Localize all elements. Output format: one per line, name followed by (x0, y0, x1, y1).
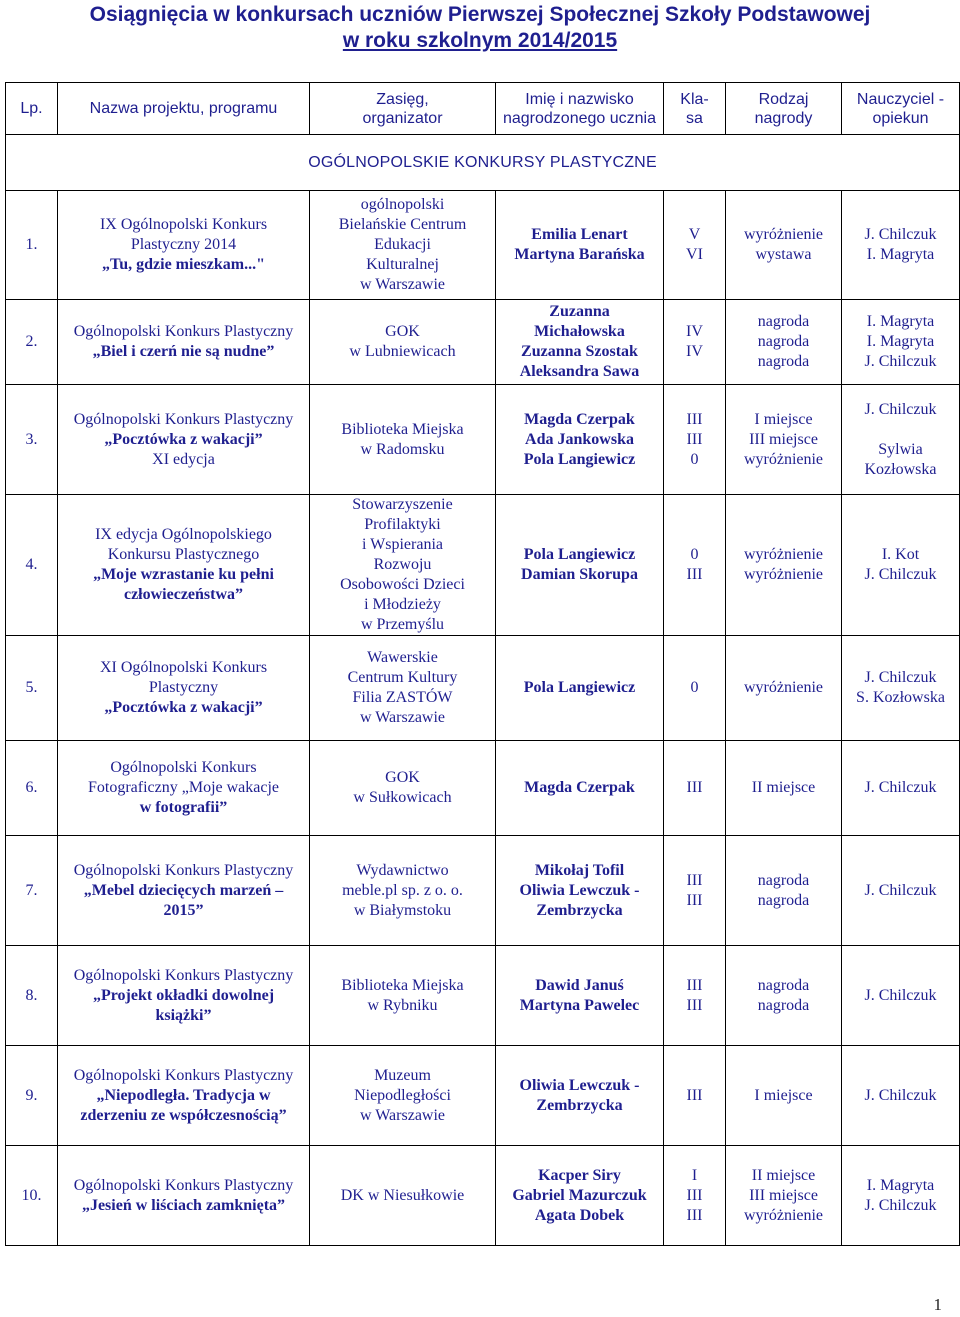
scope-organizer (310, 836, 496, 946)
students-line: Pola Langiewicz (523, 450, 636, 468)
students-line: Agata Dobek (534, 1206, 625, 1224)
awards-line: wyróżnienie (743, 566, 824, 583)
classes-line: V (688, 226, 701, 243)
project-line: „Biel i czerń nie są nudne” (92, 343, 275, 360)
table-row (6, 300, 960, 385)
classes-line: III (686, 410, 703, 428)
classes-line: III (686, 976, 703, 994)
awards-line: wyróżnienie (743, 546, 824, 563)
award-type (726, 636, 842, 741)
awards-line: III miejsce (749, 430, 818, 448)
scope-line: DK w Niesułkowie (340, 1186, 465, 1204)
classes-line: III (686, 996, 703, 1014)
students-line: Zembrzycka (536, 1096, 623, 1114)
awards-line: I miejsce (754, 410, 813, 428)
title-line-2: w roku szkolnym 2014/2015 (342, 29, 618, 52)
project-line: IX Ogólnopolski Konkurs (99, 216, 268, 233)
teacher-supervisor (842, 1146, 960, 1246)
row-number: 1. (6, 191, 58, 300)
teachers-line: I. Magryta (866, 246, 935, 263)
students-line: Pola Langiewicz (523, 679, 636, 696)
row-number: 4. (6, 495, 58, 636)
students-line: Mikołaj Tofil (534, 861, 625, 879)
header-award: Rodzaj nagrody (726, 83, 842, 135)
teachers-line: J. Chilczuk (864, 986, 937, 1004)
student-class (664, 495, 726, 636)
header-student: Imię i nazwisko nagrodzonego ucznia (496, 83, 664, 135)
teachers-line: J. Chilczuk (864, 1196, 937, 1214)
row-number: 6. (6, 741, 58, 836)
teachers-line: J. Chilczuk (864, 881, 937, 899)
student-class (664, 385, 726, 495)
scope-organizer (310, 1046, 496, 1146)
title-line-1: Osiągnięcia w konkursach uczniów Pierwszej Społecznej Szkoły Podstawowej (89, 3, 871, 26)
project-name (58, 300, 310, 385)
project-name (58, 1046, 310, 1146)
scope-organizer (310, 495, 496, 636)
project-line: Ogólnopolski Konkurs Plastyczny (73, 1066, 294, 1084)
students-line: Michałowska (534, 323, 625, 340)
student-names (496, 946, 664, 1046)
project-line: zderzeniu ze współczesnością” (80, 1106, 287, 1124)
awards-line: II miejsce (751, 1166, 816, 1184)
project-line: „Pocztówka z wakacji” (104, 699, 263, 716)
classes-line: IV (686, 343, 703, 360)
student-class (664, 300, 726, 385)
table-row (6, 1046, 960, 1146)
teachers-line: J. Chilczuk (864, 669, 937, 686)
table-row (6, 836, 960, 946)
scope-line: Biblioteka Miejska (341, 976, 464, 994)
project-name (58, 946, 310, 1046)
teacher-supervisor (842, 385, 960, 495)
award-type (726, 1146, 842, 1246)
classes-line: VI (686, 246, 703, 263)
project-line: człowieczeństwa” (123, 586, 244, 603)
students-line: Emilia Lenart (531, 226, 628, 243)
students-line: Magda Czerpak (524, 410, 635, 428)
student-names (496, 836, 664, 946)
student-class (664, 636, 726, 741)
students-line: Martyna Pawelec (519, 996, 640, 1014)
teachers-line: J. Chilczuk (864, 1086, 937, 1104)
award-type (726, 191, 842, 300)
table-row (6, 191, 960, 300)
project-line: Plastyczny (148, 679, 219, 696)
project-line: XI Ogólnopolski Konkurs (99, 659, 268, 676)
awards-line: I miejsce (754, 1086, 813, 1104)
project-line: Ogólnopolski Konkurs Plastyczny (73, 966, 294, 984)
scope-line: w Warszawie (359, 1106, 446, 1124)
students-line: Gabriel Mazurczuk (512, 1186, 647, 1204)
scope-line: i Młodzieży (364, 596, 441, 613)
students-line: Zuzanna Szostak (521, 343, 638, 360)
classes-line: III (686, 1186, 703, 1204)
awards-line: wystawa (755, 246, 812, 263)
students-line: Pola Langiewicz (523, 546, 636, 563)
project-line: książki” (155, 1006, 212, 1024)
student-names (496, 495, 664, 636)
row-number: 3. (6, 385, 58, 495)
awards-line: nagroda (757, 353, 810, 370)
students-line: Zembrzycka (536, 901, 623, 919)
table-row (6, 741, 960, 836)
row-number: 2. (6, 300, 58, 385)
student-class (664, 191, 726, 300)
award-type (726, 836, 842, 946)
header-scope: Zasięg, organizator (310, 83, 496, 135)
classes-line: III (686, 1206, 703, 1224)
classes-line: III (686, 1086, 703, 1104)
student-names (496, 1146, 664, 1246)
scope-line: w Lubniewicach (349, 343, 456, 360)
scope-line: Wydawnictwo (356, 861, 449, 879)
header-lp: Lp. (6, 83, 58, 135)
scope-line: Wawerskie (367, 649, 438, 666)
teacher-supervisor (842, 1046, 960, 1146)
teacher-supervisor (842, 191, 960, 300)
scope-line: w Radomsku (360, 440, 445, 458)
project-line: „Niepodległa. Tradycja w (96, 1086, 271, 1104)
awards-line: nagroda (757, 333, 810, 350)
teachers-line: I. Magryta (866, 313, 935, 330)
student-names (496, 1046, 664, 1146)
project-name (58, 495, 310, 636)
scope-line: ogólnopolski (360, 196, 445, 213)
project-line: Konkursu Plastycznego (107, 546, 260, 563)
award-type (726, 741, 842, 836)
row-number: 10. (6, 1146, 58, 1246)
project-name (58, 636, 310, 741)
scope-organizer (310, 1146, 496, 1246)
award-type (726, 495, 842, 636)
classes-line: III (686, 430, 703, 448)
project-line: Fotograficzny „Moje wakacje (87, 779, 280, 796)
students-line: Damian Skorupa (521, 566, 638, 583)
row-number: 7. (6, 836, 58, 946)
teachers-line: J. Chilczuk (864, 400, 937, 418)
teachers-line: Kozłowska (864, 460, 937, 478)
scope-line: Profilaktyki (364, 516, 441, 533)
table-row (6, 1146, 960, 1246)
scope-line: Filia ZASTÓW (352, 689, 453, 706)
teachers-line: I. Magryta (866, 333, 935, 350)
awards-line: wyróżnienie (743, 679, 824, 696)
teacher-supervisor (842, 836, 960, 946)
project-line: 2015” (163, 901, 204, 919)
table-row (6, 636, 960, 741)
student-names (496, 300, 664, 385)
students-line: Aleksandra Sawa (519, 363, 640, 380)
scope-line: w Warszawie (359, 709, 446, 726)
scope-line: GOK (385, 769, 420, 786)
teachers-line: J. Chilczuk (864, 226, 937, 243)
project-line: Ogólnopolski Konkurs Plastyczny (73, 861, 294, 879)
scope-organizer (310, 385, 496, 495)
table-row (6, 385, 960, 495)
classes-line: IV (686, 323, 703, 340)
row-number: 9. (6, 1046, 58, 1146)
scope-organizer (310, 191, 496, 300)
scope-line: Stowarzyszenie (352, 496, 453, 513)
classes-line: III (686, 779, 703, 796)
scope-line: Muzeum (374, 1066, 431, 1084)
award-type (726, 385, 842, 495)
teachers-line: J. Chilczuk (864, 779, 937, 796)
scope-line: Edukacji (374, 236, 431, 253)
project-line: Ogólnopolski Konkurs (110, 759, 257, 776)
scope-organizer (310, 300, 496, 385)
teacher-supervisor (842, 946, 960, 1046)
teachers-line: I. Magryta (866, 1176, 935, 1194)
project-line: XI edycja (152, 450, 215, 468)
student-names (496, 741, 664, 836)
awards-line: nagroda (757, 891, 810, 909)
awards-line: nagroda (757, 996, 810, 1014)
classes-line: III (686, 871, 703, 889)
award-type (726, 1046, 842, 1146)
teachers-line: Sylwia (878, 440, 923, 458)
row-number: 5. (6, 636, 58, 741)
awards-line: nagroda (757, 976, 810, 994)
project-line: „Jesień w liściach zamknięta” (81, 1196, 286, 1214)
section-heading: OGÓLNOPOLSKIE KONKURSY PLASTYCZNE (6, 135, 960, 191)
student-names (496, 385, 664, 495)
awards-line: II miejsce (751, 779, 816, 796)
project-line: w fotografii” (139, 799, 228, 816)
scope-organizer (310, 741, 496, 836)
classes-line: 0 (690, 450, 699, 468)
teacher-supervisor (842, 741, 960, 836)
award-type (726, 300, 842, 385)
table-row (6, 946, 960, 1046)
student-class (664, 1146, 726, 1246)
teachers-line: J. Chilczuk (864, 566, 937, 583)
students-line: Ada Jankowska (525, 430, 634, 448)
scope-line: Rozwoju (373, 556, 432, 573)
table-row (6, 495, 960, 636)
scope-line: w Białymstoku (353, 901, 452, 919)
scope-line: Niepodległości (354, 1086, 451, 1104)
awards-line: III miejsce (749, 1186, 818, 1204)
scope-line: i Wspierania (361, 536, 443, 553)
awards-line: wyróżnienie (743, 450, 824, 468)
classes-line: 0 (690, 679, 699, 696)
project-line: Ogólnopolski Konkurs Plastyczny (73, 1176, 294, 1194)
scope-line: w Przemyślu (360, 616, 445, 633)
scope-line: Centrum Kultury (347, 669, 458, 686)
scope-line: GOK (385, 323, 420, 340)
teacher-supervisor (842, 636, 960, 741)
achievements-table (5, 82, 960, 1246)
project-name (58, 836, 310, 946)
classes-line: I (691, 1166, 698, 1184)
scope-line: w Sułkowicach (353, 789, 452, 806)
scope-line: Biblioteka Miejska (341, 420, 464, 438)
project-line: „Pocztówka z wakacji” (104, 430, 263, 448)
header-teacher: Nauczyciel - opiekun (842, 83, 960, 135)
teachers-line: J. Chilczuk (864, 353, 937, 370)
scope-line: Bielańskie Centrum (338, 216, 467, 233)
students-line: Martyna Barańska (514, 246, 645, 263)
award-type (726, 946, 842, 1046)
classes-line: III (686, 891, 703, 909)
document-title (0, 0, 960, 54)
project-name (58, 1146, 310, 1246)
header-project: Nazwa projektu, programu (58, 83, 310, 135)
project-line: Ogólnopolski Konkurs Plastyczny (73, 323, 294, 340)
students-line: Zuzanna (549, 303, 610, 320)
scope-line: meble.pl sp. z o. o. (342, 881, 463, 899)
scope-line: Kulturalnej (366, 256, 439, 273)
project-line: Plastyczny 2014 (130, 236, 237, 253)
section-row (6, 135, 960, 191)
students-line: Dawid Januś (535, 976, 624, 994)
header-class: Kla- sa (664, 83, 726, 135)
teacher-supervisor (842, 495, 960, 636)
awards-line: nagroda (757, 313, 810, 330)
student-class (664, 741, 726, 836)
classes-line: III (686, 566, 703, 583)
classes-line: 0 (690, 546, 699, 563)
awards-line: nagroda (757, 871, 810, 889)
student-names (496, 191, 664, 300)
row-number: 8. (6, 946, 58, 1046)
scope-organizer (310, 636, 496, 741)
student-class (664, 1046, 726, 1146)
project-line: IX edycja Ogólnopolskiego (95, 526, 272, 543)
student-class (664, 836, 726, 946)
student-class (664, 946, 726, 1046)
teachers-line: S. Kozłowska (856, 689, 945, 706)
page-number: 1 (933, 1295, 942, 1314)
teachers-line: I. Kot (881, 546, 920, 563)
project-name (58, 385, 310, 495)
students-line: Kacper Siry (538, 1166, 621, 1184)
students-line: Oliwia Lewczuk - (519, 881, 640, 899)
project-name (58, 191, 310, 300)
students-line: Oliwia Lewczuk - (519, 1076, 640, 1094)
project-line: „Mebel dziecięcych marzeń – (83, 881, 284, 899)
students-line: Magda Czerpak (524, 779, 635, 796)
project-line: „Tu, gdzie mieszkam..." (102, 256, 265, 273)
student-names (496, 636, 664, 741)
project-name (58, 741, 310, 836)
scope-line: w Warszawie (359, 276, 446, 293)
awards-line: wyróżnienie (743, 1206, 824, 1224)
scope-line: w Rybniku (367, 996, 438, 1014)
project-line: „Projekt okładki dowolnej (92, 986, 275, 1004)
scope-organizer (310, 946, 496, 1046)
project-line: „Moje wzrastanie ku pełni (93, 566, 274, 583)
teacher-supervisor (842, 300, 960, 385)
header-row (6, 83, 960, 135)
awards-line: wyróżnienie (743, 226, 824, 243)
project-line: Ogólnopolski Konkurs Plastyczny (73, 410, 294, 428)
scope-line: Osobowości Dzieci (340, 576, 465, 593)
